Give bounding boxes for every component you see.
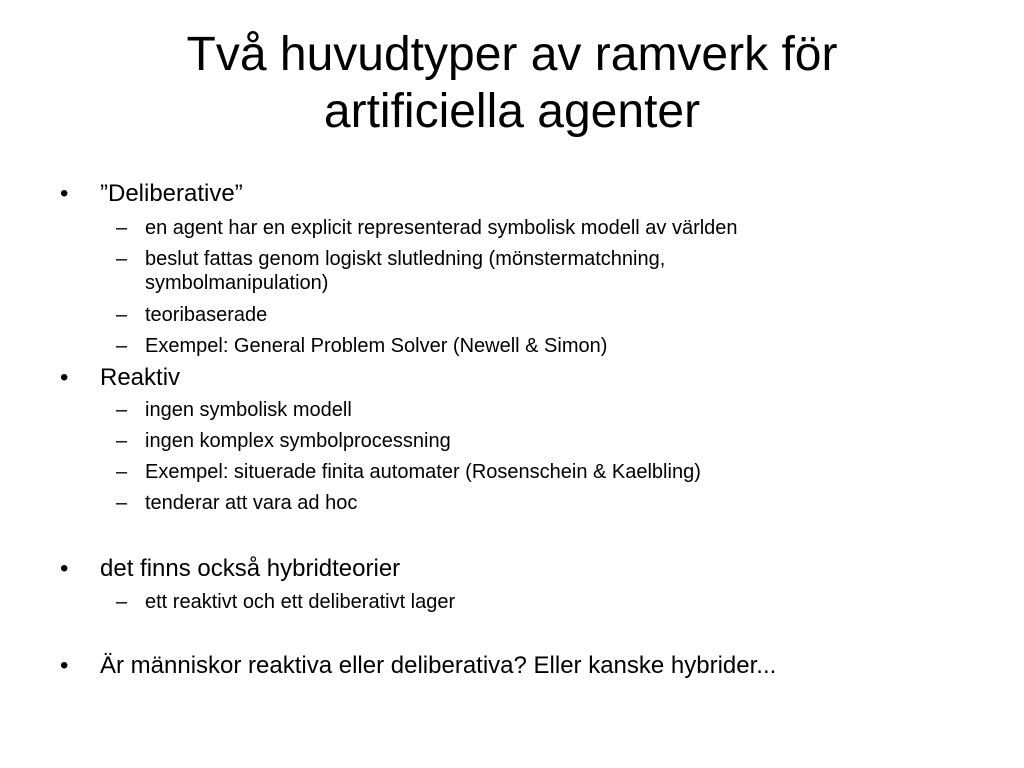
dash-icon: – (116, 335, 128, 357)
slide-title-line-2: artificiella agenter (323, 85, 701, 138)
dash-icon: – (116, 399, 128, 421)
bullet-text: Reaktiv (100, 364, 181, 391)
dash-icon: – (116, 217, 128, 239)
sub-bullet-text: ingen symbolisk modell (145, 399, 352, 421)
bullet-icon: • (60, 555, 69, 582)
sub-bullet-text: en agent har en explicit representerad symbolisk modell av världen (145, 217, 738, 239)
dash-icon: – (116, 461, 128, 483)
bullet-icon: • (60, 652, 69, 679)
sub-bullet-text: Exempel: situerade finita automater (Rosenschein & Kaelbling) (145, 461, 701, 483)
sub-bullet-text: ett reaktivt och ett deliberativt lager (145, 591, 456, 613)
bullet-icon: • (60, 364, 69, 391)
bullet-text: det finns också hybridteorier (100, 555, 401, 582)
sub-bullet-text: ingen komplex symbolprocessning (145, 430, 451, 452)
dash-icon: – (116, 492, 128, 514)
sub-bullet-text: teoribaserade (145, 304, 268, 326)
slide-title (40, 26, 984, 140)
bullet-text: Är människor reaktiva eller deliberativa? Eller kanske hybrider... (100, 652, 777, 679)
dash-icon: – (116, 430, 128, 452)
sub-bullet-text: beslut fattas genom logiskt slutledning (mönstermatchning, (145, 248, 666, 270)
dash-icon: – (116, 304, 128, 326)
sub-bullet-text: tenderar att vara ad hoc (145, 492, 358, 514)
sub-bullet-text: Exempel: General Problem Solver (Newell & Simon) (145, 335, 608, 357)
slide-title-line-1: Två huvudtyper av ramverk för (186, 28, 838, 81)
bullet-icon: • (60, 180, 69, 207)
bullet-text: ”Deliberative” (100, 180, 243, 207)
dash-icon: – (116, 248, 128, 270)
sub-bullet-text: symbolmanipulation) (145, 272, 329, 294)
dash-icon: – (116, 591, 128, 613)
